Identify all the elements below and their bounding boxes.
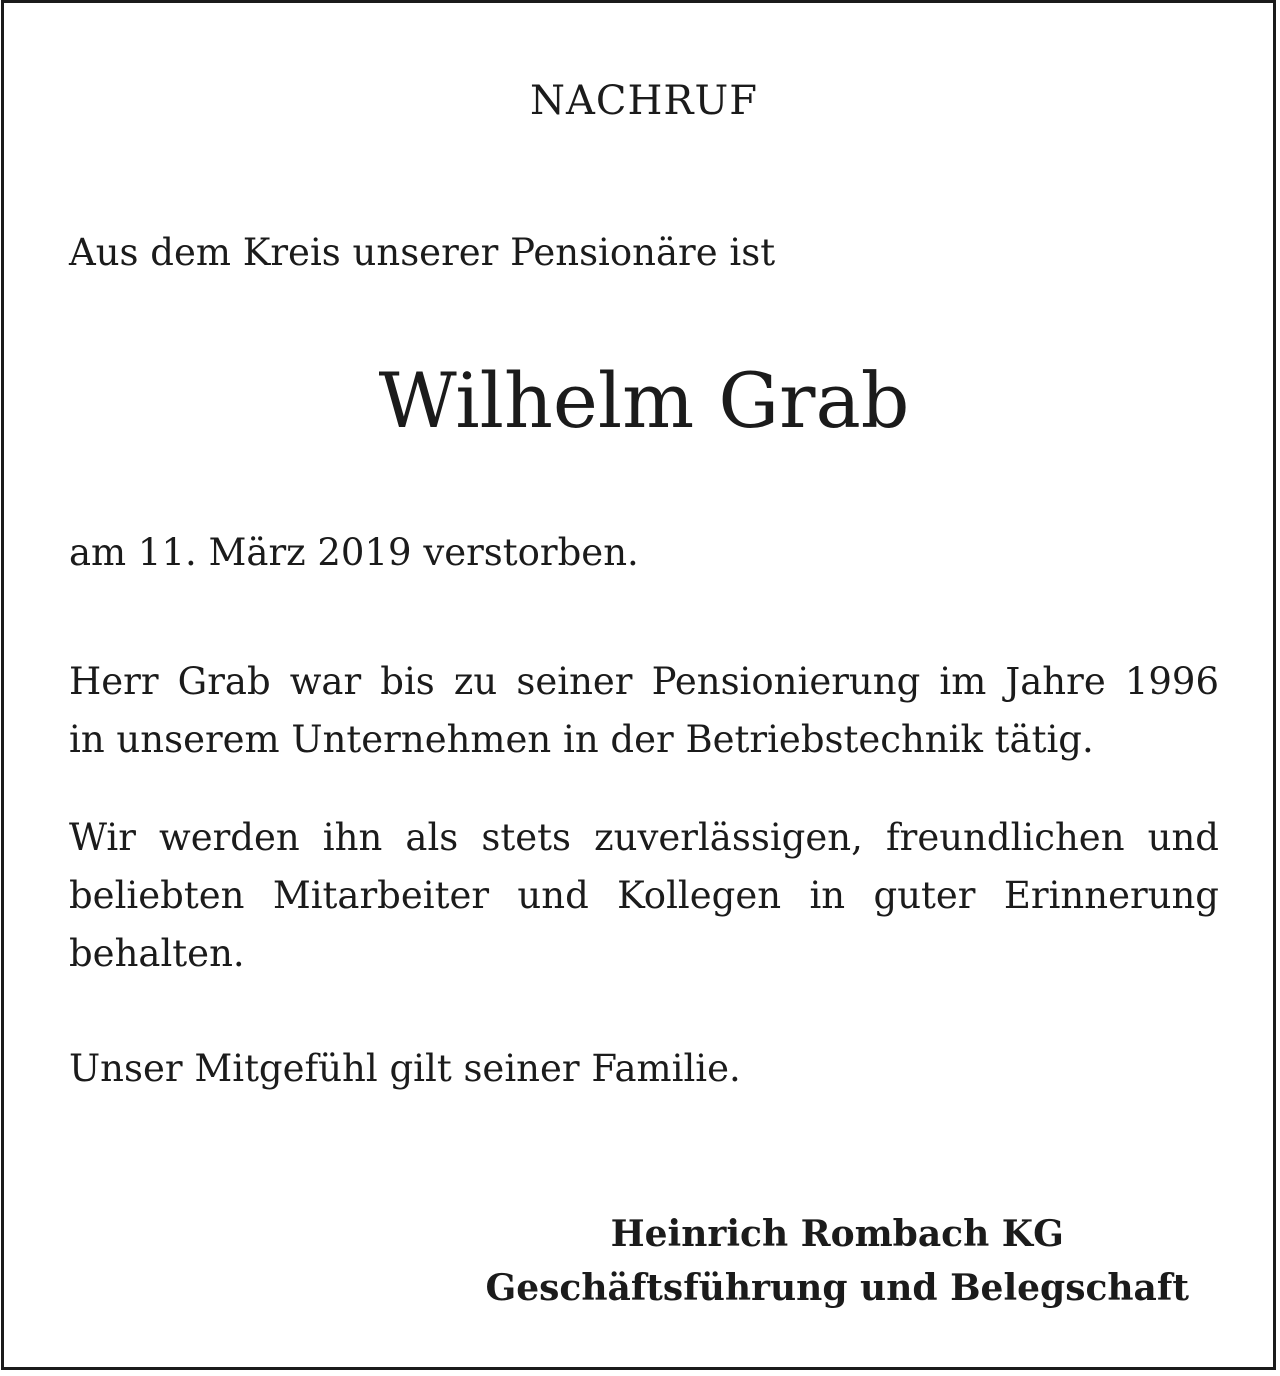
- condolence-text: Unser Mitgefühl gilt seiner Familie.: [69, 1047, 741, 1090]
- career-line-2: in unserem Unternehmen in der Betriebstechnik tätig.: [69, 718, 1094, 761]
- death-date-text: am 11. März 2019 verstorben.: [69, 531, 639, 574]
- deceased-name: Wilhelm Grab: [378, 356, 910, 445]
- notice-heading: NACHRUF: [530, 78, 758, 124]
- signature-company: Heinrich Rombach KG: [610, 1213, 1064, 1255]
- remembrance-line-2: beliebten Mitarbeiter und Kollegen in guter Erinnerung: [69, 874, 1219, 917]
- remembrance-line-3: behalten.: [69, 932, 245, 975]
- obituary-frame: [1, 0, 1276, 1370]
- career-paragraph: [69, 653, 1219, 769]
- remembrance-line-1: Wir werden ihn als stets zuverlässigen, freundlichen und: [69, 816, 1219, 859]
- intro-text: Aus dem Kreis unserer Pensionäre ist: [69, 231, 776, 274]
- career-line-1: Herr Grab war bis zu seiner Pensionierung im Jahre 1996: [69, 660, 1219, 703]
- signature-group: Geschäftsführung und Belegschaft: [485, 1267, 1189, 1309]
- signature-block: [485, 1207, 1189, 1315]
- remembrance-paragraph: [69, 809, 1219, 983]
